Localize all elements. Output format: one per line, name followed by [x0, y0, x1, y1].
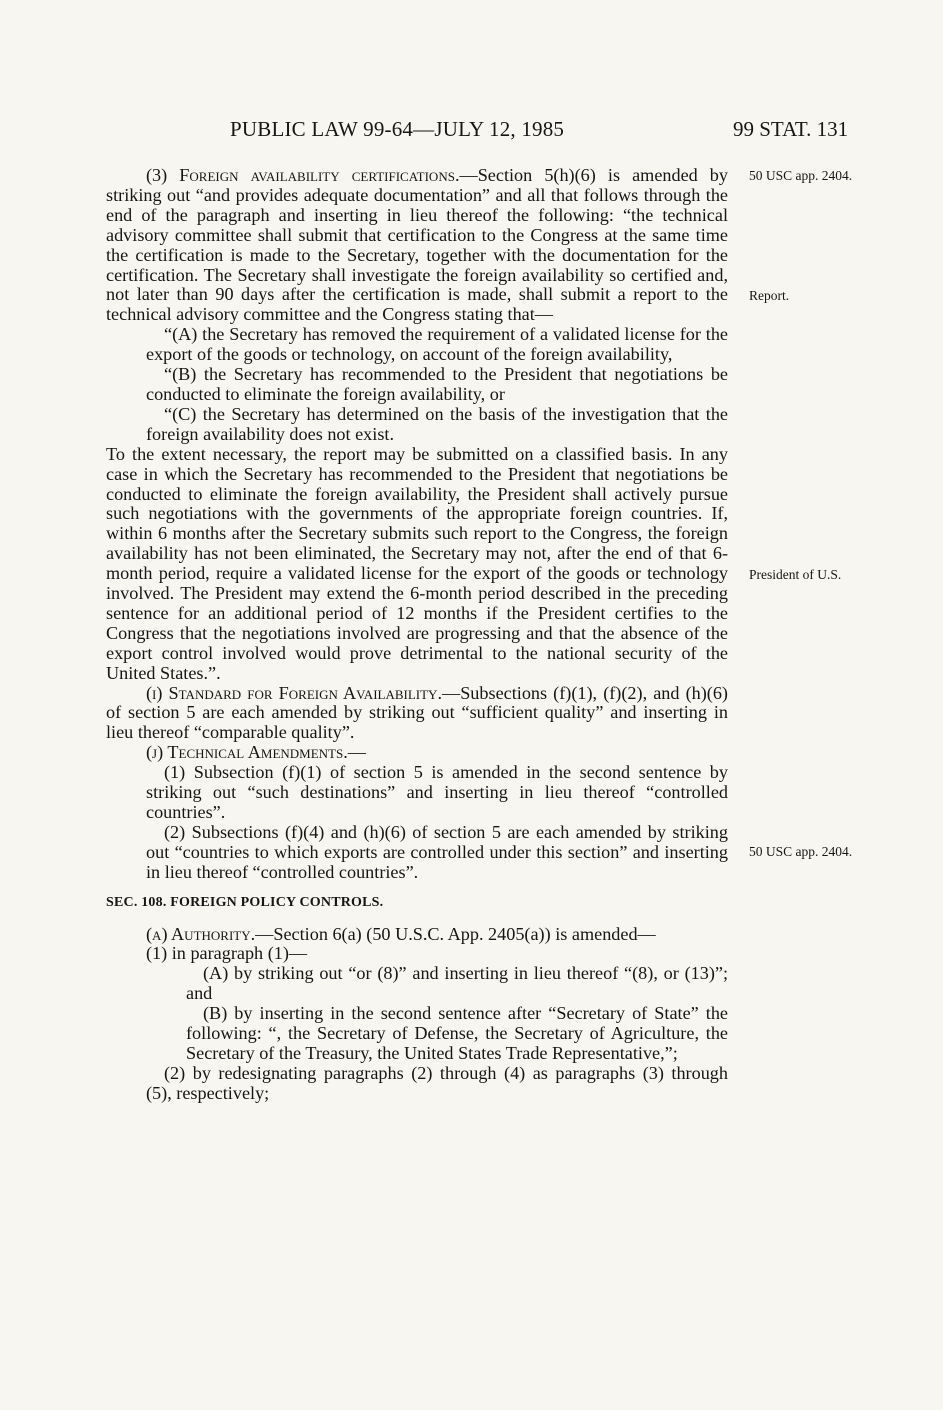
paragraph-text: —Section 5(h)(6) is amended by striking out “and provides adequate documentation” and all that follows through the end of the paragraph and inserting in lieu thereof the following: “the technical advisory committee shall submit that certification to the Congress at the same time the certification is made to the Secretary, together with the documentation for the certification. The Secretary shall investigate the foreign availability so certified and, not later than 90 days after the certification is made, shall submit a report to the technical advisory committee and the Congress stating that— [106, 165, 728, 325]
page-number: 99 STAT. 131 [733, 117, 849, 141]
running-head: PUBLIC LAW 99-64—JULY 12, 1985 [230, 117, 565, 141]
clause-b: “(B) the Secretary has recommended to the President that negotiations be conducted to eliminate the foreign availability, or [146, 364, 728, 404]
item-1: (1) in paragraph (1)— [146, 943, 308, 964]
paragraph-text: —Subsections (f)(1), (f)(2), and (h)(6) of section 5 are each amended by striking out “sufficient quality” and inserting in lieu thereof “comparable quality”. [106, 682, 728, 743]
item-1-a: (A) by striking out “or (8)” and inserting in lieu thereof “(8), or (13)”; and [186, 963, 728, 1004]
clause-a: “(A) the Secretary has removed the requirement of a validated license for the export of the goods or technology, on account of the foreign availability, [146, 324, 728, 365]
item-1-b: (B) by inserting in the second sentence after “Secretary of State” the following: “, the Secretary of Defense, the Secretary of Agriculture, the Secretary of the Treasury, the United States Trade Representative,”; [186, 1003, 728, 1063]
paragraph-label: (a) Authority. [146, 923, 256, 944]
paragraph-text: —Section 6(a) (50 U.S.C. App. 2405(a)) is amended— [255, 923, 656, 944]
item-2: (2) by redesignating paragraphs (2) through (4) as paragraphs (3) through (5), respectively; [146, 1062, 728, 1103]
amendment-2: (2) Subsections (f)(4) and (h)(6) of section 5 are each amended by striking out “countries to which exports are controlled under this section” and inserting in lieu thereof “controlled countries”. [146, 821, 728, 882]
margin-note-usc-1: 50 USC app. 2404. [749, 168, 853, 183]
margin-note-usc-2: 50 USC app. 2404. [749, 844, 853, 859]
amendment-1: (1) Subsection (f)(1) of section 5 is amended in the second sentence by striking out “such destinations” and inserting in lieu thereof “controlled countries”. [146, 762, 728, 822]
section-heading: SEC. 108. FOREIGN POLICY CONTROLS. [106, 894, 384, 910]
paragraph-label: (j) Technical Amendments. [146, 742, 348, 763]
paragraph-text: — [347, 742, 366, 763]
paragraph-label: (3) Foreign availability certifications. [146, 165, 460, 185]
paragraph-label: (i) Standard for Foreign Availability. [146, 682, 442, 703]
clause-c: “(C) the Secretary has determined on the basis of the investigation that the foreign availability does not exist. [146, 403, 728, 444]
margin-note-report: Report. [749, 288, 790, 303]
margin-note-president: President of U.S. [749, 567, 842, 582]
paragraph-foreign-availability-certifications [106, 166, 728, 325]
paragraph-technical-amendments [106, 743, 728, 763]
paragraph-standard-foreign-availability [106, 684, 728, 744]
paragraph-extent: To the extent necessary, the report may be submitted on a classified basis. In any case in which the Secretary has recommended to the President that negotiations be conducted to eliminate the foreign availability, the President shall actively pursue such negotiations with the governments of the appropriate foreign countries. If, within 6 months after the Secretary submits such report to the Congress, the foreign availability has not been eliminated, the Secretary may not, after the end of that 6-month period, require a validated license for the export of the goods or technology involved. The President may extend the 6-month period described in the preceding sentence for an additional period of 12 months if the President certifies to the Congress that the negotiations involved are progressing and that the absence of the export control involved would prove detrimental to the national security of the United States.”. [106, 443, 728, 683]
paragraph-authority [106, 925, 728, 945]
body-text [106, 166, 728, 1104]
